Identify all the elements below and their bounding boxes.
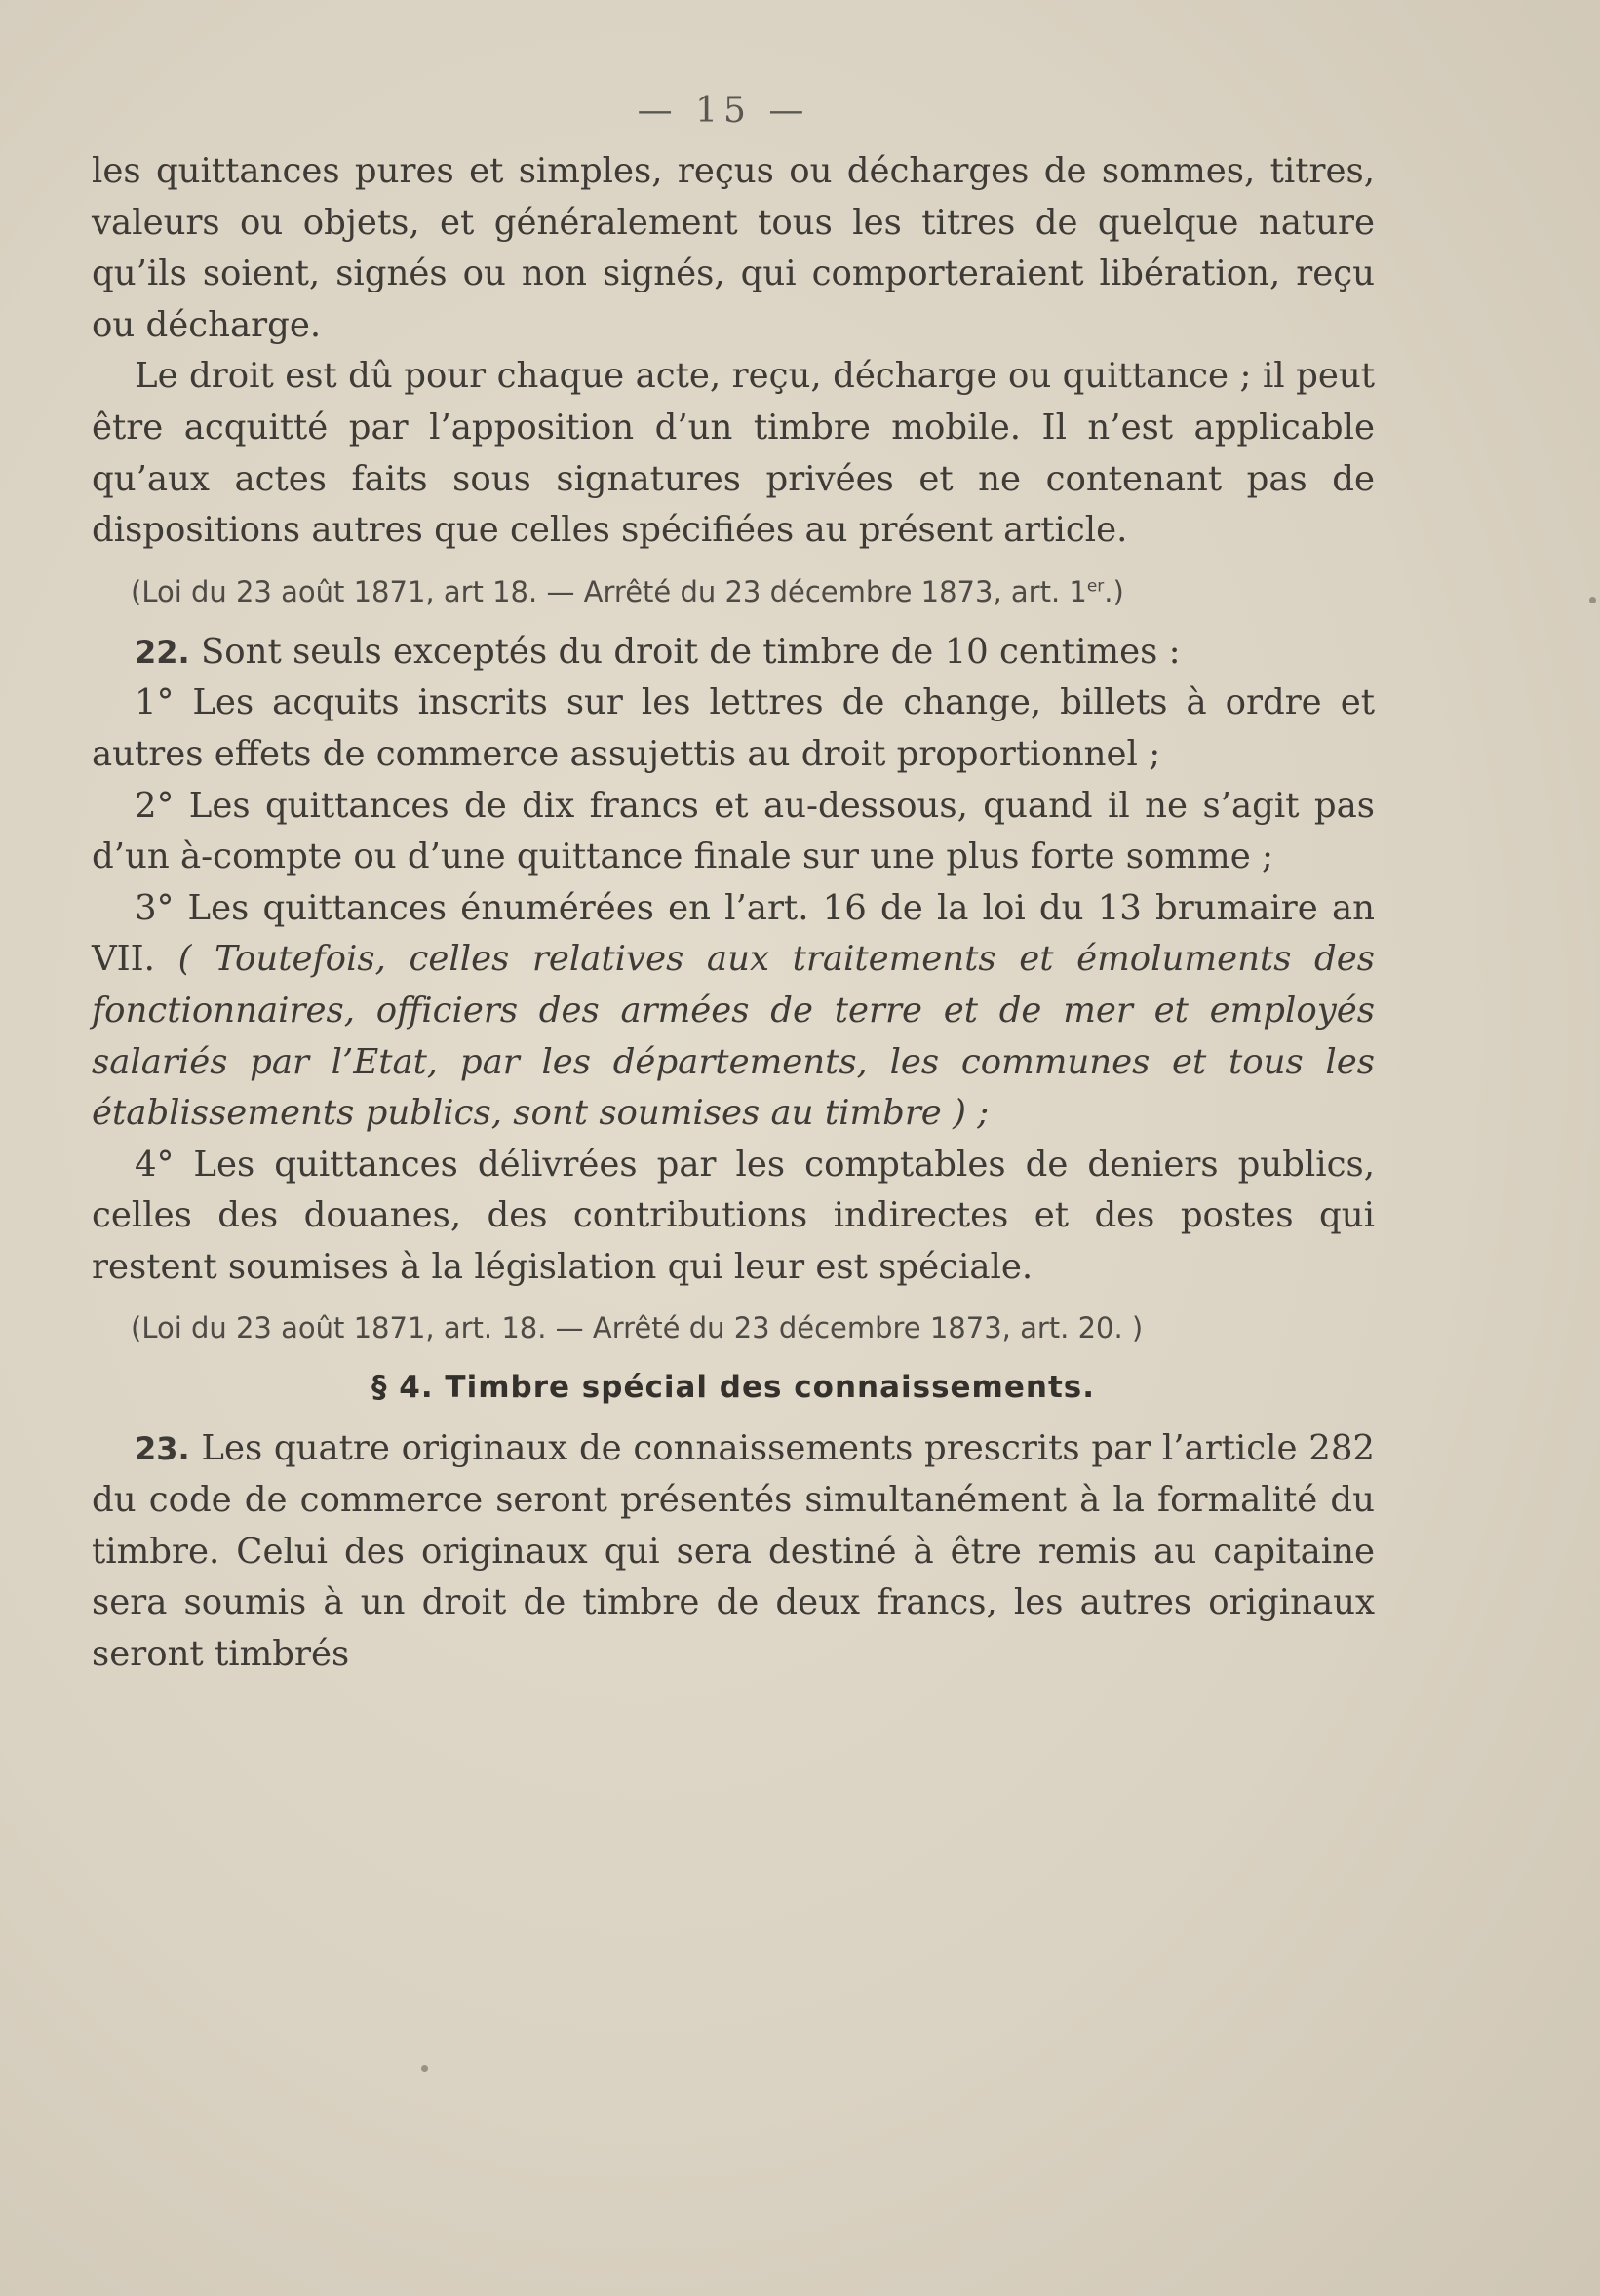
paper-speck	[1589, 597, 1596, 603]
citation-loi-2: (Loi du 23 août 1871, art. 18. — Arrêté du 23 décembre 1873, art. 20. )	[131, 1311, 1144, 1345]
citation-loi-1	[131, 570, 1375, 613]
document-page	[92, 86, 1375, 1680]
list-item-3-italic: ( Toutefois, celles relatives aux traitements et émoluments des fonctionnaires, officiers des armées de terre et de mer et employés salariés par l’Etat, par les départements, les communes et tous les établissements publics, sont soumises au timbre ) ;	[92, 939, 1375, 1134]
list-item-3-text: 3° Les quittances énumérées en l’art. 16 de la loi du 13 brumaire an VII.	[92, 887, 1375, 980]
paragraph-droit: Le droit est dû pour chaque acte, reçu, décharge ou quittance ; il peut être acquitté par l’apposition d’un timbre mobile. Il n’est applicable qu’aux actes faits sous signatures privées et ne contenant pas de dispositions autres que celles spécifiées au présent article.	[92, 356, 1375, 551]
article-22	[92, 627, 1375, 679]
section-heading: § 4. Timbre spécial des connaissements.	[371, 1370, 1095, 1406]
page-number: — 15 —	[637, 91, 810, 131]
paragraph-continuation: les quittances pures et simples, reçus ou décharges de sommes, titres, valeurs ou objets, et généralement tous les titres de quelque nature qu’ils soient, signés ou non signés, qui comporteraient libération, reçu ou décharge.	[92, 151, 1375, 345]
article-23	[92, 1423, 1375, 1680]
list-item-4: 4° Les quittances délivrées par les comptables de deniers publics, celles des douanes, des contributions indirectes et des postes qui restent soumises à la législation qui leur est spéciale.	[92, 1144, 1375, 1287]
citation-end: .)	[1104, 574, 1124, 608]
list-item-3	[92, 883, 1375, 1140]
list-item-2: 2° Les quittances de dix francs et au-dessous, quand il ne s’agit pas d’un à-compte ou d’une quittance finale sur une plus forte somme ;	[92, 785, 1375, 877]
article-number: 23.	[135, 1430, 190, 1468]
paper-speck	[421, 2065, 428, 2072]
citation-superscript: er	[1086, 576, 1105, 597]
article-text: Sont seuls exceptés du droit de timbre de 10 centimes :	[189, 631, 1181, 672]
list-item-1: 1° Les acquits inscrits sur les lettres de change, billets à ordre et autres effets de commerce assujettis au droit proportionnel ;	[92, 682, 1375, 774]
citation-text: (Loi du 23 août 1871, art 18. — Arrêté du 23 décembre 1873, art. 1	[131, 574, 1087, 608]
article-number: 22.	[135, 633, 190, 671]
article-text: Les quatre originaux de connaissements prescrits par l’article 282 du code de commerce seront présentés simultanément à la formalité du timbre. Celui des originaux qui sera destiné à être remis au capitaine sera soumis à un droit de timbre de deux francs, les autres originaux seront timbrés	[92, 1428, 1375, 1674]
